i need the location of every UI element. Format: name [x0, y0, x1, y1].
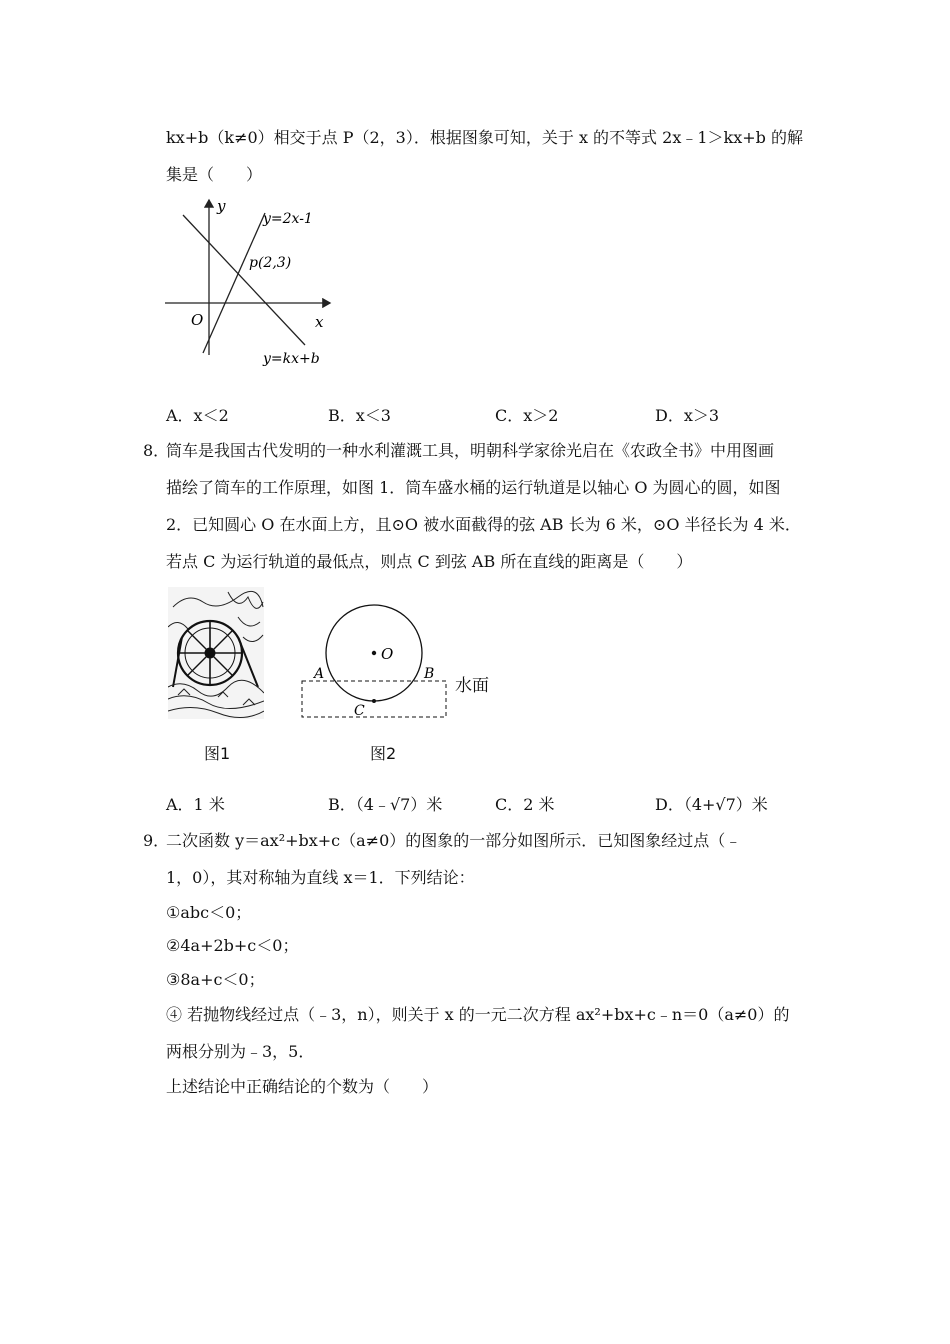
q7-graph — [165, 195, 345, 370]
q9-conclusion-4: ④ 若抛物线经过点（﹣3，n），则关于 x 的一元二次方程 ax²+bx+c﹣n＝0（a≠0）的 — [166, 1005, 790, 1024]
q7-option-b: B．x＜3 — [328, 406, 391, 425]
x-axis-label: x — [315, 313, 324, 331]
q8-stem-line4: 若点 C 为运行轨道的最低点，则点 C 到弦 AB 所在直线的距离是（ ） — [166, 552, 693, 571]
q8-stem-line2: 描绘了筒车的工作原理，如图 1．筒车盛水桶的运行轨道是以轴心 O 为圆心的圆，如图 — [166, 478, 781, 497]
q8-option-a: A．1 米 — [166, 795, 225, 814]
q8-number: 8． — [143, 441, 170, 460]
point-c-dot — [372, 699, 376, 703]
label-b: B — [424, 666, 435, 682]
y-axis-label: y — [217, 197, 226, 215]
line-kx-b-label: y=kx+b — [263, 351, 320, 367]
point-p-label: p(2,3) — [249, 255, 292, 271]
q8-fig1-caption: 图1 — [204, 744, 231, 763]
q7-stem-line1: kx+b（k≠0）相交于点 P（2，3）．根据图象可知，关于 x 的不等式 2x﹣1＞kx+b 的解 — [166, 128, 803, 147]
q9-conclusion-3: ③8a+c＜0； — [166, 970, 265, 989]
q9-question: 上述结论中正确结论的个数为（ ） — [166, 1077, 439, 1096]
q8-option-d: D．（4+√7）米 — [655, 795, 768, 814]
label-a: A — [314, 666, 325, 682]
q8-fig2-diagram — [296, 597, 496, 727]
q8-option-b: B．（4﹣√7）米 — [328, 795, 443, 814]
q9-conclusion-4-cont: 两根分别为﹣3，5． — [166, 1042, 315, 1061]
q8-option-c: C．2 米 — [495, 795, 555, 814]
origin-label: O — [191, 311, 204, 329]
center-o-dot — [372, 651, 376, 655]
q9-conclusion-1: ①abc＜0； — [166, 903, 252, 922]
q9-stem-line2: 1，0），其对称轴为直线 x＝1．下列结论： — [166, 868, 475, 887]
q8-fig1-waterwheel-image — [168, 587, 264, 719]
q8-water-surface-label: 水面 — [455, 676, 489, 696]
q7-option-d: D．x＞3 — [655, 406, 720, 425]
line-2x-1-label: y=2x-1 — [263, 211, 313, 227]
q9-conclusion-2: ②4a+2b+c＜0； — [166, 936, 299, 955]
q8-fig2-caption: 图2 — [370, 744, 397, 763]
q8-stem-line3: 2．已知圆心 O 在水面上方，且⊙O 被水面截得的弦 AB 长为 6 米，⊙O 半径长为 4 米． — [166, 515, 801, 534]
q7-stem-line2: 集是（ ） — [166, 165, 263, 184]
label-o: O — [381, 645, 394, 663]
q7-option-c: C．x＞2 — [495, 406, 559, 425]
q9-stem-line1: 二次函数 y＝ax²+bx+c（a≠0）的图象的一部分如图所示．已知图象经过点（﹣ — [166, 831, 742, 850]
q9-number: 9． — [143, 831, 170, 850]
label-c: C — [354, 703, 365, 719]
q8-stem-line1: 筒车是我国古代发明的一种水利灌溉工具，明朝科学家徐光启在《农政全书》中用图画 — [166, 441, 775, 460]
q7-option-a: A．x＜2 — [166, 406, 229, 425]
line-2x-1 — [203, 213, 265, 353]
